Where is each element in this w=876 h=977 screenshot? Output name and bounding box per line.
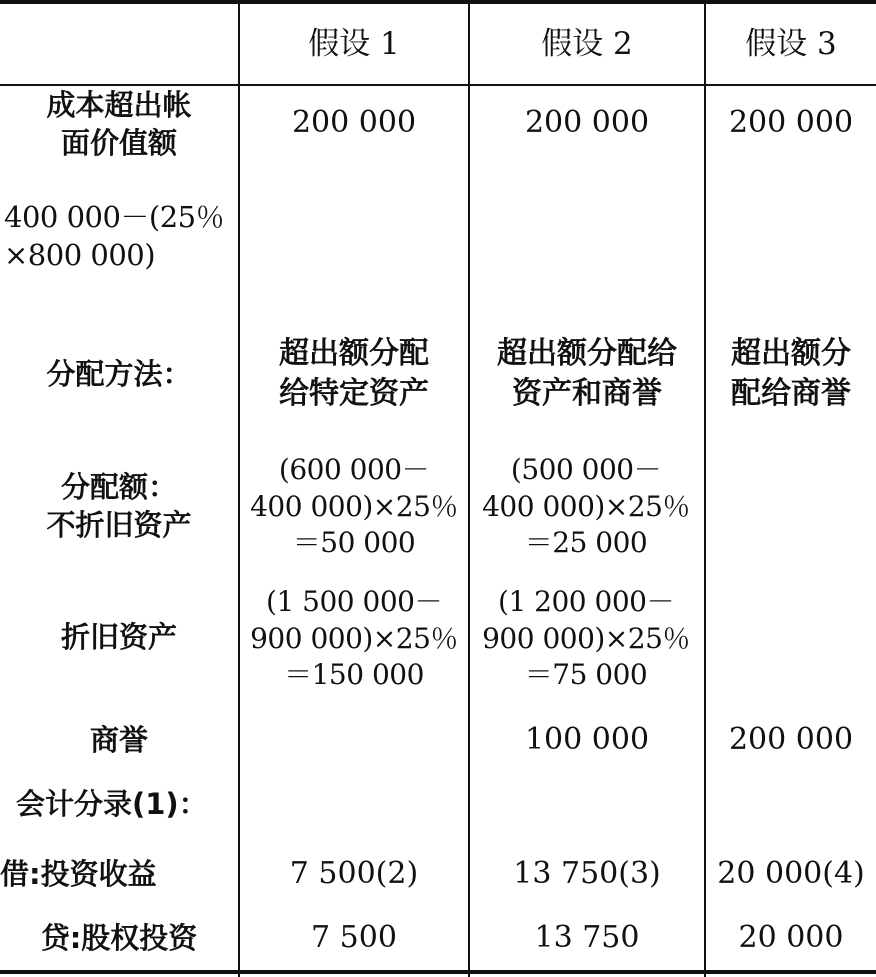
method-value-2: 超出额分配给 资产和商誉 — [497, 336, 677, 411]
credit-value-1: 7 500 — [311, 920, 397, 956]
header-assumption-2: 假设 2 — [541, 25, 633, 62]
nondep-value-3 — [706, 450, 876, 564]
goodwill-value-1 — [240, 712, 468, 768]
header-assumption-1: 假设 1 — [308, 25, 400, 62]
nondep-value-2: (500 000－ 400 000)×25％ ＝25 000 — [482, 452, 690, 560]
debit-value-2: 13 750(3) — [513, 856, 661, 892]
dep-value-2: (1 200 000－ 900 000)×25％ ＝75 000 — [482, 584, 690, 692]
dep-value-3 — [706, 582, 876, 696]
row-label-nondepreciable: 分配额： 不折旧资产 — [46, 469, 192, 542]
nondep-value-1: (600 000－ 400 000)×25％ ＝50 000 — [250, 452, 458, 560]
credit-value-3: 20 000 — [738, 920, 844, 956]
row-label-excess: 成本超出帐 面价值额 — [46, 87, 192, 160]
excess-value-3: 200 000 — [728, 105, 854, 141]
bottom-border — [0, 970, 876, 974]
header-corner — [0, 4, 238, 84]
method-value-3: 超出额分 配给商誉 — [731, 336, 851, 411]
excess-value-2: 200 000 — [524, 105, 650, 141]
method-value-1: 超出额分配 给特定资产 — [279, 336, 429, 411]
row-label-method: 分配方法： — [46, 356, 192, 391]
row-label-credit: 贷:股权投资 — [40, 920, 198, 955]
row-label-debit: 借:投资收益 — [0, 856, 157, 891]
dep-value-1: (1 500 000－ 900 000)×25％ ＝150 000 — [250, 584, 458, 692]
row-label-excess-formula: 400 000－(25％ ×800 000) — [4, 199, 225, 272]
header-assumption-3: 假设 3 — [745, 25, 837, 62]
row-label-goodwill: 商誉 — [89, 722, 148, 757]
credit-value-2: 13 750 — [534, 920, 640, 956]
row-label-journal-entry: 会计分录(1)： — [16, 786, 208, 821]
debit-value-3: 20 000(4) — [717, 856, 865, 892]
goodwill-value-3: 200 000 — [728, 722, 854, 758]
excess-value-1: 200 000 — [291, 105, 417, 141]
goodwill-value-2: 100 000 — [524, 722, 650, 758]
debit-value-1: 7 500(2) — [289, 856, 419, 892]
row-label-depreciable: 折旧资产 — [60, 619, 177, 654]
